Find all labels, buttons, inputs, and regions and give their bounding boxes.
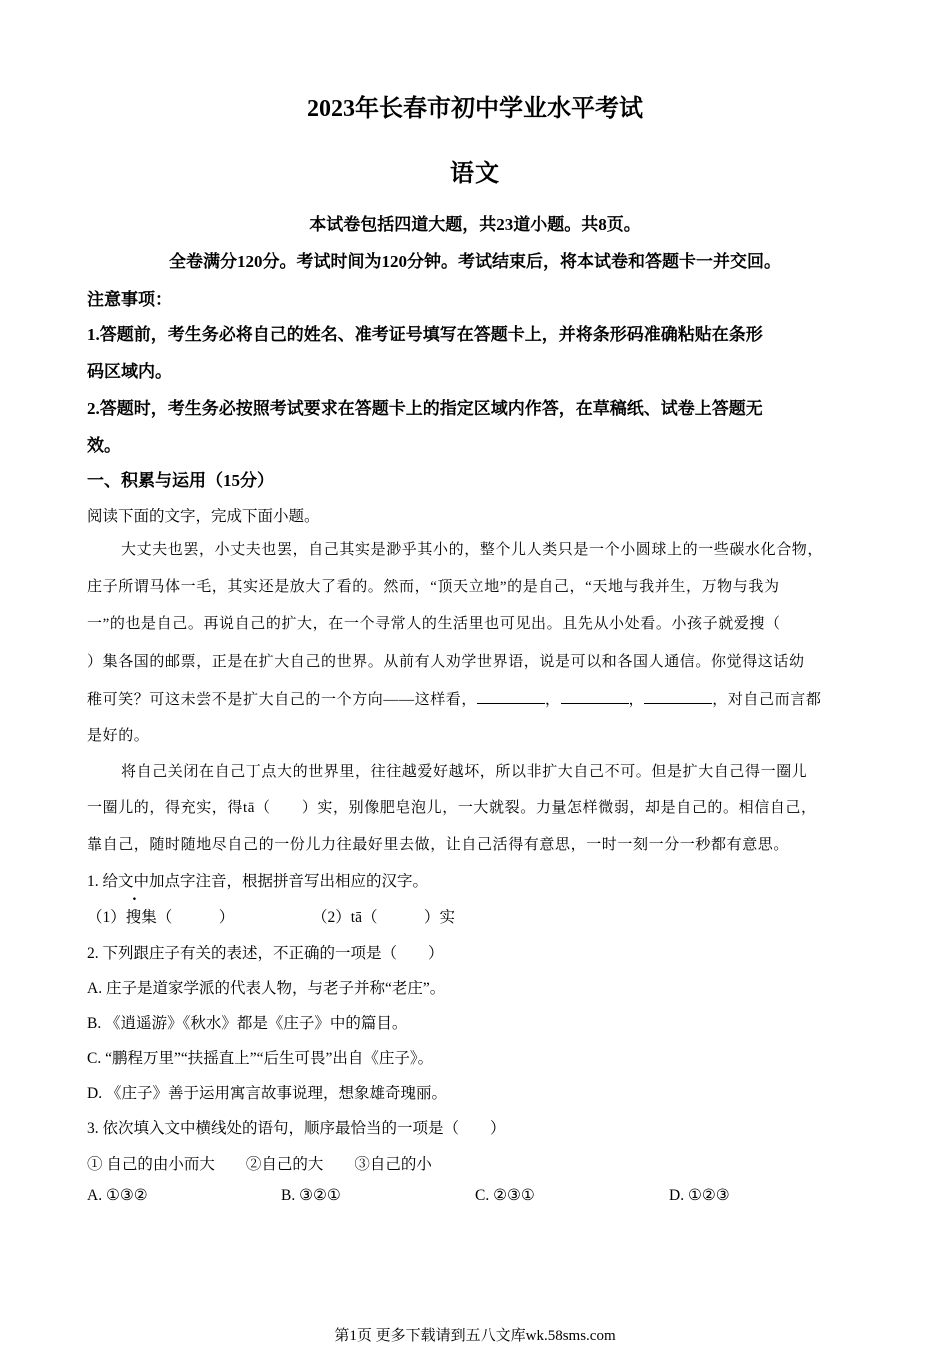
passage-p1-line-3: 一”的也是自己。再说自己的扩大，在一个寻常人的生活里也可见出。且先从小处看。小孩子就爱搜（ [87,616,781,632]
q3-items: ① 自己的由小而大 ②自己的大 ③自己的小 [87,1156,432,1173]
passage-p1-line-2: 庄子所谓马体一毛，其实还是放大了看的。然而，“顶天立地”的是自己，“天地与我并生，万物与我为 [87,579,780,595]
q3-option-c: C. ②③① [475,1187,535,1204]
q3-option-b: B. ③②① [281,1187,341,1204]
q3-stem: 3. 依次填入文中横线处的语句，顺序最恰当的一项是（ ） [87,1120,506,1137]
q1-a-prefix: （1） [87,909,126,926]
note-1-line-2: 码区域内。 [87,362,172,381]
q2-option-a: A. 庄子是道家学派的代表人物，与老子并称“老庄”。 [87,980,446,997]
passage-line-5-text-b: ，对自己而言都 [712,692,822,708]
section-1-heading: 一、积累与运用（15分） [87,471,274,490]
passage-blank-separator: ， [545,692,561,708]
exam-info-1: 本试卷包括四道大题，共23道小题。共8页。 [309,215,641,234]
q1-a-rest: 集（ ） [141,909,235,926]
fill-blank-3 [644,691,712,704]
page-footer: 第1页 更多下载请到五八文库wk.58sms.com [334,1328,616,1344]
q3-options [87,1186,867,1208]
fill-blank-1 [477,691,545,704]
q2-stem: 2. 下列跟庄子有关的表述，不正确的一项是（ ） [87,945,444,962]
q2-option-c: C. “鹏程万里”“扶摇直上”“后生可畏”出自《庄子》。 [87,1050,434,1067]
passage-p1-line-4: ）集各国的邮票，正是在扩大自己的世界。从前有人劝学世界语，说是可以和各国人通信。你觉得这话幼 [87,654,805,670]
fill-blank-2 [561,691,629,704]
q2-option-d: D. 《庄子》善于运用寓言故事说理，想象雄奇瑰丽。 [87,1085,447,1102]
section-1-instruction: 阅读下面的文字，完成下面小题。 [87,508,320,525]
exam-title: 2023年长春市初中学业水平考试 [307,96,643,122]
note-2-line-1: 2.答题时，考生务必按照考试要求在答题卡上的指定区域内作答，在草稿纸、试卷上答题无 [87,399,763,418]
exam-info-2: 全卷满分120分。考试时间为120分钟。考试结束后，将本试卷和答题卡一并交回。 [169,252,781,271]
passage-p1-line-6: 是好的。 [87,728,150,744]
q3-option-a: A. ①③② [87,1187,148,1204]
passage-p2-line-1: 将自己关闭在自己丁点大的世界里，往往越爱好越坏，所以非扩大自己不可。但是扩大自己得一圈儿 [121,764,808,780]
q1-dotted-char: 搜 [125,909,142,926]
q1-stem: 1. 给文中加点字注音，根据拼音写出相应的汉字。 [87,873,429,890]
passage-p2-line-2: 一圈儿的，得充实，得tā（ ）实，别像肥皂泡儿，一大就裂。力量怎样微弱，却是自己的。相信自己， [87,800,817,816]
q2-option-b: B. 《逍遥游》《秋水》都是《庄子》中的篇目。 [87,1015,408,1032]
note-2-line-2: 效。 [87,436,121,455]
note-1-line-1: 1.答题前，考生务必将自己的姓名、准考证号填写在答题卡上，并将条形码准确粘贴在条形 [87,325,763,344]
passage-p1-line-1: 大丈夫也罢，小丈夫也罢，自己其实是渺乎其小的，整个儿人类只是一个小圆球上的一些碳水化合物， [121,542,824,558]
q3-option-d: D. ①②③ [669,1187,730,1204]
q1-subitems [87,905,455,927]
passage-p1-line-5 [87,688,821,709]
passage-line-5-text-a: 稚可笑？可这未尝不是扩大自己的一个方向——这样看， [87,692,478,708]
subject-title: 语文 [450,161,500,187]
q1-b: （2）tā（ ）实 [312,909,455,926]
notes-heading: 注意事项： [87,290,172,309]
passage-blank-separator: ， [628,692,645,708]
passage-p2-line-3: 靠自己，随时随地尽自己的一份儿力往最好里去做，让自己活得有意思，一时一刻一分一秒都有意思。 [87,837,790,853]
